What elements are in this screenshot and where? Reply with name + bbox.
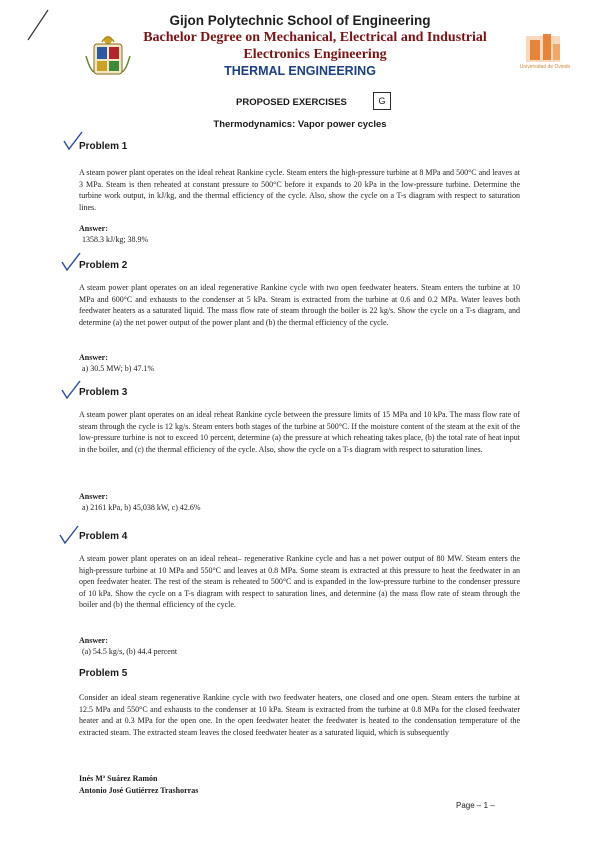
school-name: Gijon Polytechnic School of Engineering [169,13,431,28]
problem-2-answer-label: Answer: [79,353,108,362]
handwritten-box-mark: G [373,92,391,110]
right-logo-caption: Universidad de Oviedo [519,64,571,70]
proposed-exercises-heading: PROPOSED EXERCISES [236,97,347,108]
problem-4-answer-label: Answer: [79,636,108,645]
document-title: Thermodynamics: Vapor power cycles [213,119,387,130]
problem-5-title: Problem 5 [79,668,128,679]
degree-name: Bachelor Degree on Mechanical, Electrical and Industrial Electronics Engineering [143,30,487,62]
problem-1-title: Problem 1 [79,141,128,152]
problem-3-answer: a) 2161 kPa, b) 45,038 kW, c) 42.6% [82,503,201,512]
problem-1-answer-label: Answer: [79,224,108,233]
university-logo-icon [518,30,570,66]
author-2: Antonio José Gutiérrez Trashorras [79,786,199,795]
problem-1-answer: 1358.3 kJ/kg; 38.9% [82,235,149,244]
problem-3-text: A steam power plant operates on an ideal reheat Rankine cycle between the pressure limits of 15 MPa and 10 kPa. The mass flow rate of steam through the cycle is 12 kg/s. Steam enters both stages of the turbine at 500°C. If the moisture content of the steam at the exit of the low-pressure turbine is not to exceed 10 percent, determine (a) the pressure at which reheating takes place, (b) the total rate of heat input in the boiler, and (c) the thermal efficiency of the cycle. Also, show the cycle on a T-s diagram with respect to saturation lines. [79,410,520,454]
problem-3-answer-label: Answer: [79,492,108,501]
problem-3-title: Problem 3 [79,387,128,398]
page-number: Page – 1 – [456,801,495,810]
problem-4-title: Problem 4 [79,531,128,542]
problem-4-text: A steam power plant operates on an ideal reheat– regenerative Rankine cycle and has a net power output of 80 MW. Steam enters the high-pressure turbine at 10 MPa and 550°C and leaves at 0.8 MPa. Some steam is extracted at this pressure to heat the feedwater in an open feedwater heater. The rest of the steam is reheated to 500°C and is expanded in the low-pressure turbine to the condenser pressure of 10 kPa. Show the cycle on a T-s diagram with respect to saturation lines, and determine (a) the mass flow rate of steam through the boiler and (b) the thermal efficiency of the cycle. [79,554,520,609]
problem-2-text: A steam power plant operates on an ideal regenerative Rankine cycle with two open feedwater heaters. Steam enters the turbine at 10 MPa and 600°C and exhausts to the condenser at 5 kPa. Steam is extracted from the turbine at 0.6 and 0.2 MPa. Water leaves both feedwater heaters as a saturated liquid. The mass flow rate of steam through the boiler is 22 kg/s. Show the cycle on a T-s diagram, and determine (a) the net power output of the power plant and (b) the thermal efficiency of the cycle. [79,283,520,327]
problem-2-answer: a) 30.5 MW; b) 47.1% [82,364,155,373]
problem-4-answer: (a) 54.5 kg/s, (b) 44.4 percent [82,647,178,656]
subject-name: THERMAL ENGINEERING [224,64,376,78]
checkmark-icon [58,525,80,545]
problem-5-text: Consider an ideal steam regenerative Rankine cycle with two feedwater heaters, one closed and one open. Steam enters the turbine at 12.5 MPa and 550°C and exhausts to the condenser at 10 kPa. Steam is extracted from the turbine at 0.8 MPa for the closed feedwater heater and at 0.3 MPa for the open one. In the open feedwater heater the feedwater is heated to the condensation temperature of the extracted steam. The extracted steam leaves the closed feedwater heater as a saturated liquid, which is subsequently [79,693,520,737]
problem-1-text: A steam power plant operates on the ideal reheat Rankine cycle. Steam enters the high-pressure turbine at 8 MPa and 500°C and leaves at 3 MPa. Steam is then reheated at constant pressure to 500°C before it expands to 20 kPa in the low-pressure turbine. Determine the turbine work output, in kJ/kg, and the thermal efficiency of the cycle. Also, show the cycle on a T-s diagram with respect to saturation lines. [79,168,520,212]
author-1: Inés Mª Suárez Ramón [79,774,158,783]
problem-2-title: Problem 2 [79,260,128,271]
